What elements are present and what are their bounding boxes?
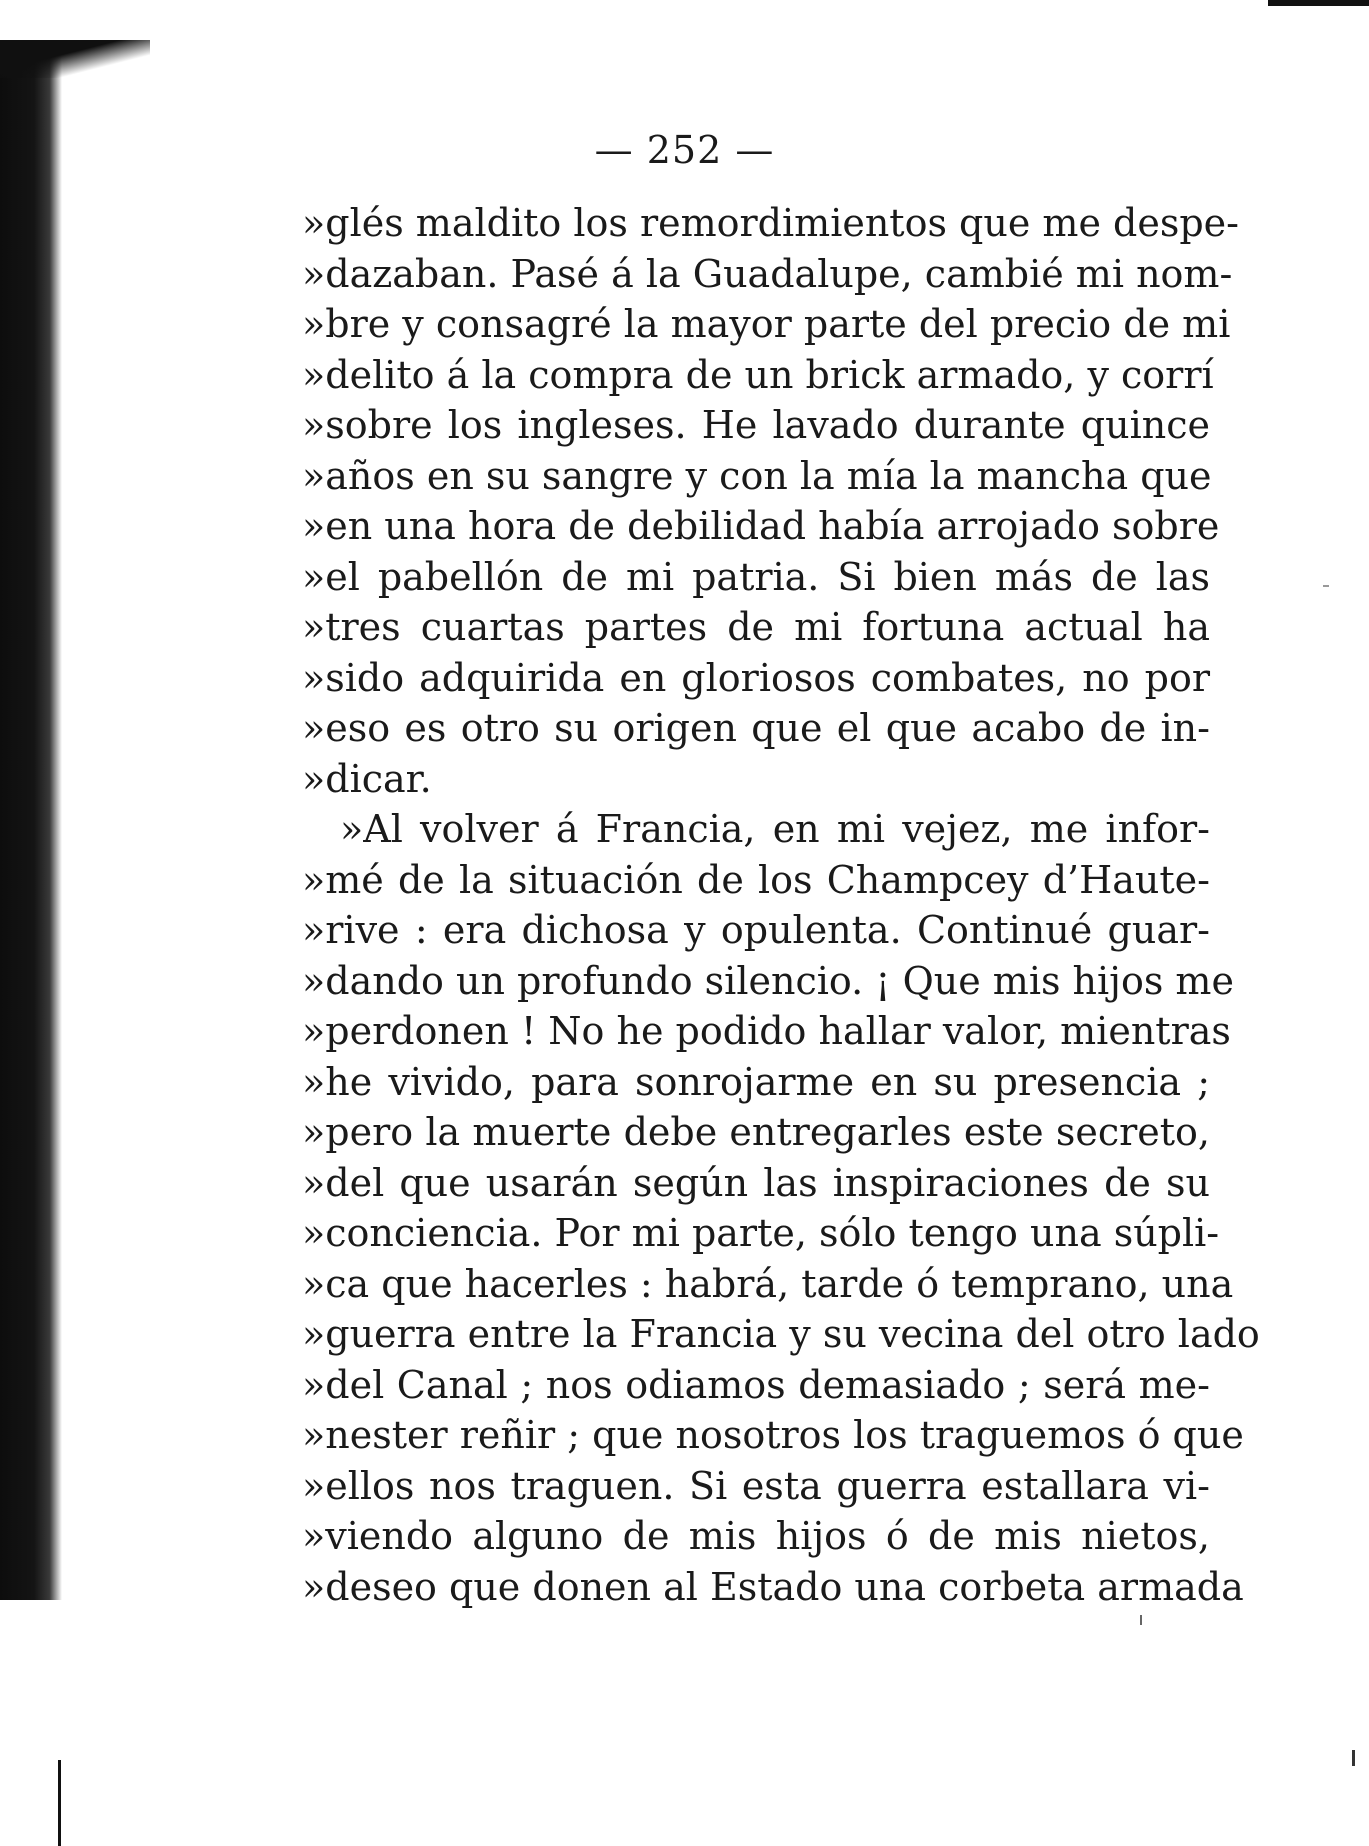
text-line: »nester reñir ; que nosotros los traguemos ó que	[302, 1413, 1244, 1457]
text-line: »rive : era dichosa y opulenta. Continué guar-	[302, 908, 1210, 952]
text-line: »pero la muerte debe entregarles este secreto,	[302, 1110, 1210, 1154]
text-line: »eso es otro su origen que el que acabo de in-	[302, 706, 1210, 750]
text-line: »sobre los ingleses. He lavado durante quince	[302, 403, 1210, 447]
scan-speck	[1352, 1750, 1355, 1766]
text-line: »conciencia. Por mi parte, sólo tengo una súpli-	[302, 1211, 1220, 1255]
text-line: »bre y consagré la mayor parte del precio de mi	[302, 302, 1231, 346]
scan-speck	[1140, 1615, 1142, 1625]
text-line: »tres cuartas partes de mi fortuna actual ha	[302, 605, 1210, 649]
text-line: »ellos nos traguen. Si esta guerra estallara vi-	[302, 1463, 1210, 1508]
scan-edge-mark	[58, 1760, 61, 1846]
text-line: »mé de la situación de los Champcey d’Haute-	[302, 857, 1210, 902]
text-line: »ca que hacerles : habrá, tarde ó temprano, una	[302, 1261, 1234, 1306]
text-line: »dando un profundo silencio. ¡ Que mis hijos me	[302, 958, 1234, 1003]
scan-corner-mark	[1268, 0, 1369, 6]
text-line: »delito á la compra de un brick armado, y corrí	[302, 352, 1214, 397]
text-line: »perdonen ! No he podido hallar valor, mientras	[302, 1009, 1231, 1053]
text-line: »años en su sangre y con la mía la mancha que	[302, 453, 1212, 498]
body-text	[302, 198, 1260, 1612]
text-line: »guerra entre la Francia y su vecina del otro lado	[302, 1312, 1260, 1356]
text-line: »sido adquirida en gloriosos combates, no por	[302, 655, 1210, 700]
paragraph-end-line: »dicar.	[302, 756, 432, 801]
text-line: »he vivido, para sonrojarme en su presencia ;	[302, 1059, 1210, 1104]
scan-binding-edge	[0, 40, 62, 1600]
page-number: — 252 —	[594, 128, 775, 172]
scan-speck	[1323, 585, 1329, 587]
text-line: »del que usarán según las inspiraciones de su	[302, 1160, 1210, 1205]
text-line: »el pabellón de mi patria. Si bien más de las	[302, 554, 1210, 599]
text-line: »en una hora de debilidad había arrojado sobre	[302, 504, 1220, 548]
text-line: »del Canal ; nos odiamos demasiado ; será me-	[302, 1362, 1210, 1407]
paragraph-start-line: »Al volver á Francia, en mi vejez, me infor-	[340, 807, 1210, 851]
text-line: »deseo que donen al Estado una corbeta armada	[302, 1564, 1244, 1609]
scan-binding-corner	[0, 40, 150, 78]
text-line: »dazaban. Pasé á la Guadalupe, cambié mi nom-	[302, 251, 1233, 296]
text-line: »viendo alguno de mis hijos ó de mis nietos,	[302, 1514, 1210, 1558]
text-line: »glés maldito los remordimientos que me despe-	[302, 201, 1239, 245]
